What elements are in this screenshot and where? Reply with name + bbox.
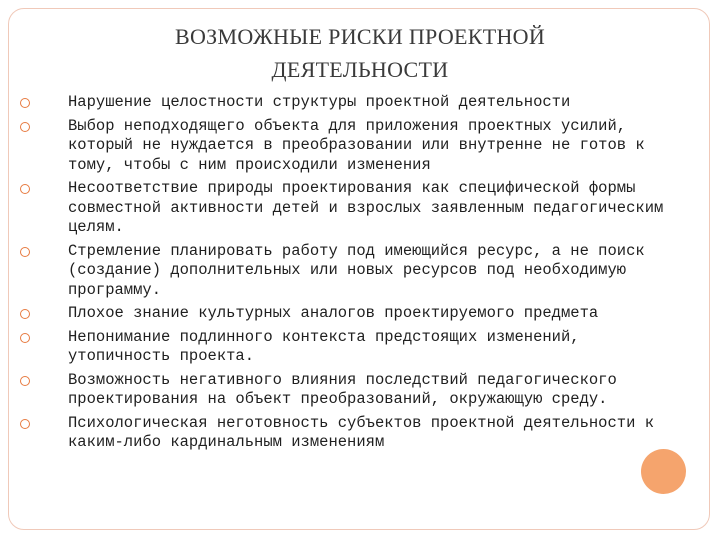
decorative-circle — [641, 449, 686, 494]
bullet-text: Психологическая неготовность субъектов проектной деятельности к каким-либо кардинальным изменениям — [68, 413, 654, 451]
ring-bullet-icon — [20, 333, 30, 343]
slide-title — [60, 20, 660, 86]
bullet-item — [18, 414, 688, 453]
ring-bullet-icon — [20, 247, 30, 257]
ring-bullet-icon — [20, 98, 30, 108]
bullet-list — [18, 93, 688, 457]
bullet-item — [18, 179, 688, 238]
ring-bullet-icon — [20, 376, 30, 386]
ring-bullet-icon — [20, 419, 30, 429]
bullet-text: Стремление планировать работу под имеющийся ресурс, а не поиск (создание) дополнительных или новых ресурсов под необходимую программу. — [68, 241, 645, 299]
bullet-item — [18, 117, 688, 176]
ring-bullet-icon — [20, 309, 30, 319]
bullet-item — [18, 93, 688, 113]
bullet-item — [18, 328, 688, 367]
bullet-item — [18, 371, 688, 410]
bullet-text: Несоответствие природы проектирования как специфической формы совместной активности детей и взрослых заявленным педагогическим целям. — [68, 179, 664, 236]
bullet-text: Плохое знание культурных аналогов проектируемого предмета — [68, 304, 599, 322]
bullet-item — [18, 304, 688, 324]
title-line-1: ВОЗМОЖНЫЕ РИСКИ ПРОЕКТНОЙ — [174, 24, 546, 49]
bullet-text: Выбор неподходящего объекта для приложения проектных усилий, который не нуждается в преобразовании или внутренне не готов к тому, чтобы с ним происходили изменения — [68, 116, 645, 174]
ring-bullet-icon — [20, 184, 30, 194]
bullet-text: Нарушение целостности структуры проектной деятельности — [68, 93, 571, 111]
bullet-item — [18, 242, 688, 301]
ring-bullet-icon — [20, 122, 30, 132]
title-line-2: ДЕЯТЕЛЬНОСТИ — [271, 57, 449, 82]
bullet-text: Непонимание подлинного контекста предстоящих изменений, утопичность проекта. — [68, 327, 580, 365]
bullet-text: Возможность негативного влияния последствий педагогического проектирования на объект преобразований, окружающую среду. — [68, 370, 617, 408]
